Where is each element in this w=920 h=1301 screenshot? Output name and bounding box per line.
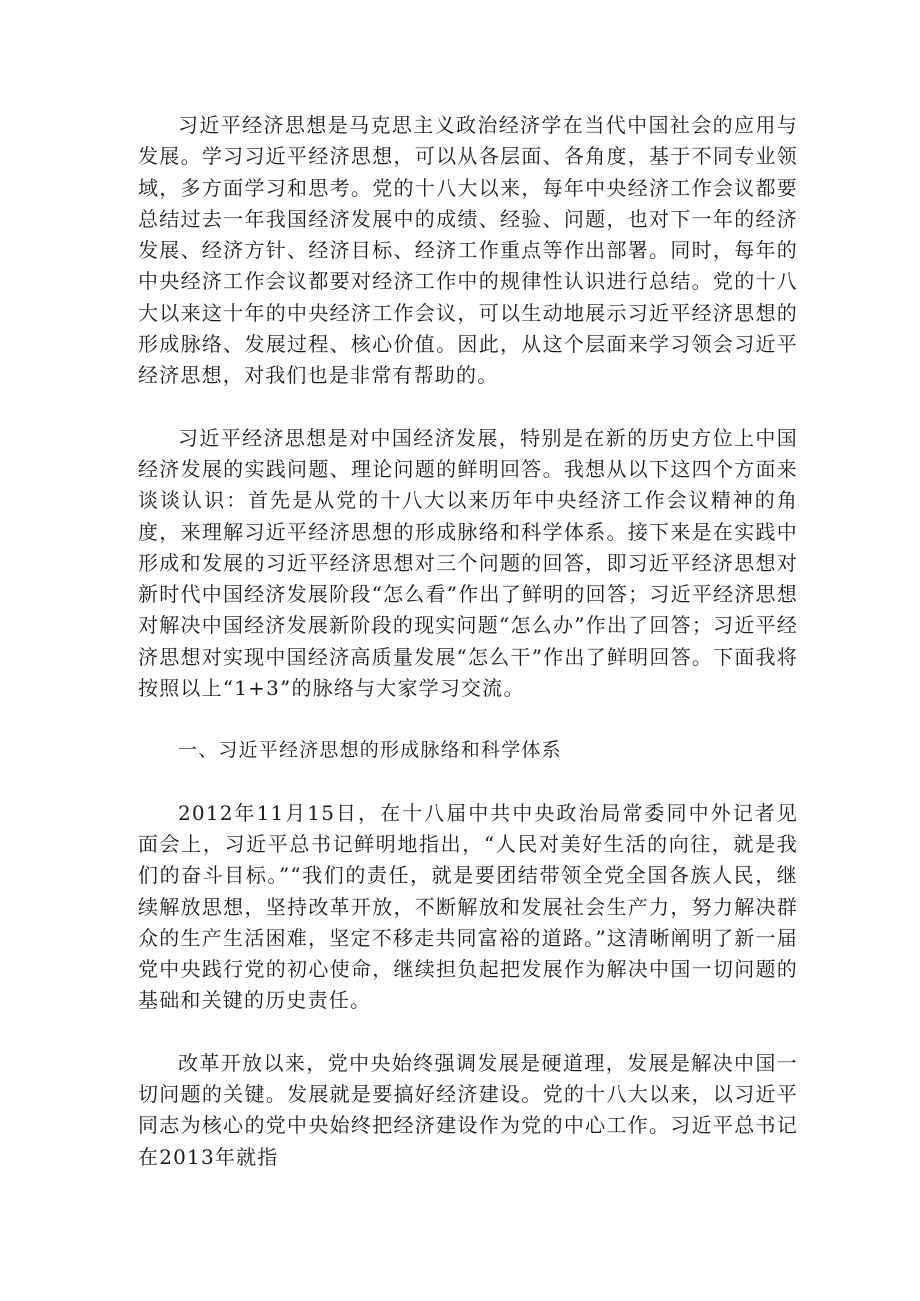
paragraph-overview: 习近平经济思想是对中国经济发展，特别是在新的历史方位上中国经济发展的实践问题、理论问题的鲜明回答。我想从以下这四个方面来谈谈认识：首先是从党的十八大以来历年中央经济工作会议精神的角度，来理解习近平经济思想的形成脉络和科学体系。接下来是在实践中形成和发展的习近平经济思想对三个问题的回答，即习近平经济思想对新时代中国经济发展阶段“怎么看”作出了鲜明的回答；习近平经济思想对解决中国经济发展新阶段的现实问题“怎么办”作出了回答；习近平经济思想对实现中国经济高质量发展“怎么干”作出了鲜明回答。下面我将按照以上“1+3”的脉络与大家学习交流。 <box>138 425 798 701</box>
document-page <box>138 110 798 1173</box>
paragraph-reform: 改革开放以来，党中央始终强调发展是硬道理，发展是解决中国一切问题的关键。发展就是要搞好经济建设。党的十八大以来，以习近平同志为核心的党中央始终把经济建设作为党的中心工作。习近平总书记在2013年就指 <box>138 1050 798 1169</box>
paragraph-intro: 习近平经济思想是马克思主义政治经济学在当代中国社会的应用与发展。学习习近平经济思想，可以从各层面、各角度，基于不同专业领域，多方面学习和思考。党的十八大以来，每年中央经济工作会议都要总结过去一年我国经济发展中的成绩、经验、问题，也对下一年的经济发展、经济方针、经济目标、经济工作重点等作出部署。同时，每年的中央经济工作会议都要对经济工作中的规律性认识进行总结。党的十八大以来这十年的中央经济工作会议，可以生动地展示习近平经济思想的形成脉络、发展过程、核心价值。因此，从这个层面来学习领会习近平经济思想，对我们也是非常有帮助的。 <box>138 113 798 388</box>
paragraph-2012-press: 2012年11月15日，在十八届中共中央政治局常委同中外记者见面会上，习近平总书记鲜明地指出，“人民对美好生活的向往，就是我们的奋斗目标。”“我们的责任，就是要团结带领全党全国各族人民，继续解放思想，坚持改革开放，不断解放和发展社会生产力，努力解决群众的生产生活困难，坚定不移走共同富裕的道路。”这清晰阐明了新一届党中央践行党的初心使命，继续担负起把发展作为解决中国一切问题的基础和关键的历史责任。 <box>138 800 798 1013</box>
section-heading: 一、习近平经济思想的形成脉络和科学体系 <box>178 739 562 762</box>
